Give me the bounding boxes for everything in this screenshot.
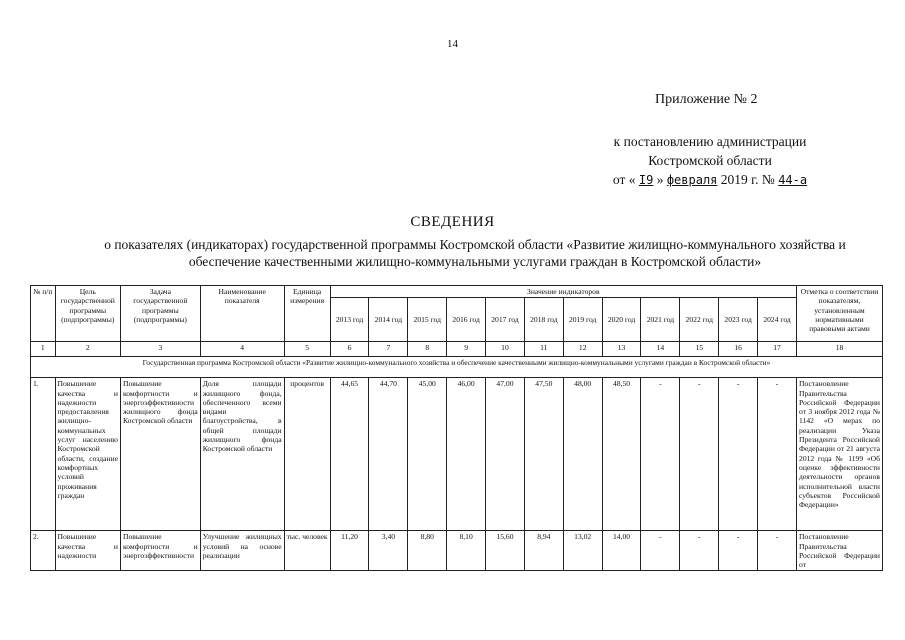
row-value: 48,50 <box>602 378 641 531</box>
column-number: 14 <box>641 342 680 357</box>
header-year: 2017 год <box>486 298 525 342</box>
row-note: Постановление Правительства Российской Федерации от <box>797 531 883 571</box>
column-number: 5 <box>284 342 330 357</box>
row-value: 47,00 <box>486 378 525 531</box>
row-value: 48,00 <box>563 378 602 531</box>
decree-day: I9 <box>638 173 654 187</box>
column-number: 12 <box>563 342 602 357</box>
header-note: Отметка о соответствии показателям, установленным нормативными правовыми актами <box>797 286 883 342</box>
row-value: 45,00 <box>408 378 447 531</box>
row-unit: процентов <box>284 378 330 531</box>
header-indicator: Наименование показателя <box>200 286 284 342</box>
header-year: 2022 год <box>680 298 719 342</box>
row-value: 44,65 <box>330 378 369 531</box>
decree-month: февраля <box>666 173 718 187</box>
row-goal: Повышение качества и надежности предоставления жилищно-коммунальных услуг населению Костромской области, создание комфортных условий проживания граждан <box>55 378 120 531</box>
column-number: 15 <box>680 342 719 357</box>
header-year: 2013 год <box>330 298 369 342</box>
row-value: 15,60 <box>486 531 525 571</box>
header-year: 2018 год <box>524 298 563 342</box>
row-note: Постановление Правительства Российской Федерации от 3 ноября 2012 года № 1142 «О мерах по реализации Указа Президента Российской Федерации от 21 августа 2012 года № 1199 «Об оценке эффективности деятельности органов исполнительной власти субъектов Российской Федерации» <box>797 378 883 531</box>
row-task: Повышение комфортности и энергоэффективности <box>120 531 200 571</box>
table-row <box>31 531 883 571</box>
row-value: - <box>641 531 680 571</box>
header-year: 2024 год <box>758 298 797 342</box>
row-value: 46,00 <box>447 378 486 531</box>
row-value: - <box>680 531 719 571</box>
decree-line-1: к постановлению администрации <box>613 134 807 149</box>
row-value: 11,20 <box>330 531 369 571</box>
row-value: - <box>719 531 758 571</box>
column-number: 3 <box>120 342 200 357</box>
row-value: - <box>641 378 680 531</box>
row-value: 47,50 <box>524 378 563 531</box>
decree-date-line <box>560 170 860 190</box>
column-number: 2 <box>55 342 120 357</box>
decree-line-2: Костромской области <box>648 153 772 168</box>
decree-date-prefix: от « <box>612 172 636 187</box>
header-year: 2023 год <box>719 298 758 342</box>
column-number: 18 <box>797 342 883 357</box>
column-number: 8 <box>408 342 447 357</box>
table-row <box>31 378 883 531</box>
program-title-row <box>31 357 883 378</box>
row-value: - <box>680 378 719 531</box>
row-value: - <box>758 378 797 531</box>
row-unit: тыс. человек <box>284 531 330 571</box>
row-value: 14,00 <box>602 531 641 571</box>
column-number: 7 <box>369 342 408 357</box>
header-year: 2021 год <box>641 298 680 342</box>
column-number: 16 <box>719 342 758 357</box>
row-value: 8,94 <box>524 531 563 571</box>
row-num: 2. <box>31 531 56 571</box>
header-task: Задача государственной программы (подпрограммы) <box>120 286 200 342</box>
indicators-table <box>30 285 883 571</box>
header-year: 2020 год <box>602 298 641 342</box>
page-number: 14 <box>447 38 458 50</box>
column-number: 10 <box>486 342 525 357</box>
header-year: 2014 год <box>369 298 408 342</box>
document-title: СВЕДЕНИЯ <box>410 214 495 230</box>
header-unit: Единица измерения <box>284 286 330 342</box>
row-value: 8,10 <box>447 531 486 571</box>
document-subtitle: о показателях (индикаторах) государственной программы Костромской области «Развитие жилищно-коммунального хозяйства и обеспечение качественными жилищно-коммунальными услугами граждан в Костромской области» <box>104 237 846 269</box>
row-indicator: Улучшение жилищных условий на основе реализации <box>200 531 284 571</box>
column-number: 9 <box>447 342 486 357</box>
header-num: № п/п <box>31 286 56 342</box>
row-value: - <box>719 378 758 531</box>
program-title: Государственная программа Костромской области «Развитие жилищно-коммунального хозяйства и обеспечение качественными жилищно-коммунальными услугами граждан в Костромской области» <box>31 357 883 378</box>
column-number: 17 <box>758 342 797 357</box>
column-number: 4 <box>200 342 284 357</box>
row-num: 1. <box>31 378 56 531</box>
decree-quote-close: » <box>656 172 664 187</box>
column-number: 6 <box>330 342 369 357</box>
row-indicator: Доля площади жилищного фонда, обеспеченного всеми видами благоустройства, в общей площади жилищного фонда Костромской области <box>200 378 284 531</box>
row-value: 8,80 <box>408 531 447 571</box>
column-number: 1 <box>31 342 56 357</box>
row-task: Повышение комфортности и энергоэффективности жилищного фонда Костромской области <box>120 378 200 531</box>
row-value: 3,40 <box>369 531 408 571</box>
appendix-label: Приложение № 2 <box>655 92 758 107</box>
row-goal: Повышение качества и надежности <box>55 531 120 571</box>
decree-year: 2019 г. № <box>720 172 775 187</box>
column-number: 13 <box>602 342 641 357</box>
row-value: 13,02 <box>563 531 602 571</box>
header-year: 2019 год <box>563 298 602 342</box>
row-value: - <box>758 531 797 571</box>
header-goal: Цель государственной программы (подпрограммы) <box>55 286 120 342</box>
decree-reference <box>560 132 860 190</box>
decree-number: 44-а <box>778 173 808 187</box>
header-year: 2015 год <box>408 298 447 342</box>
header-year: 2016 год <box>447 298 486 342</box>
column-number: 11 <box>524 342 563 357</box>
row-value: 44,70 <box>369 378 408 531</box>
header-values: Значение индикаторов <box>330 286 796 298</box>
column-numbers-row <box>31 342 883 357</box>
